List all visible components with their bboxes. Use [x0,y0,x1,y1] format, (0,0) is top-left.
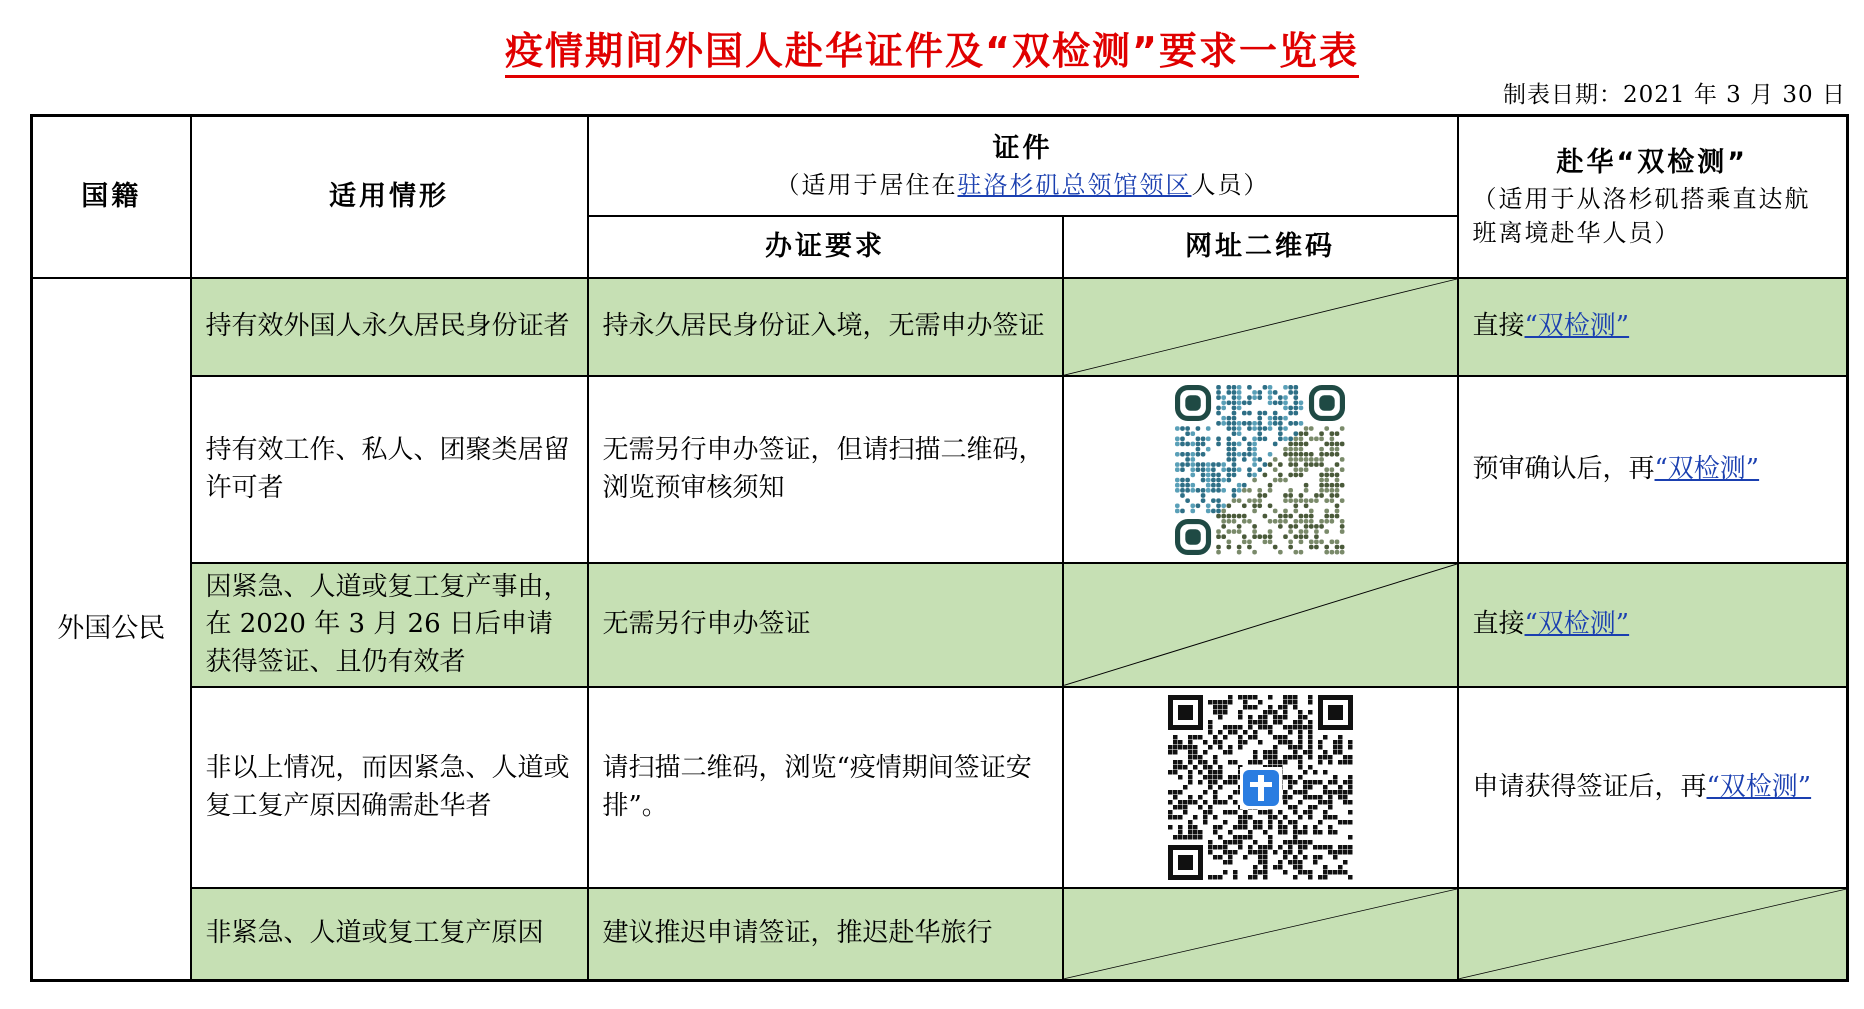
table-row [32,278,1848,376]
qr-code-icon[interactable] [1175,385,1345,555]
situation-cell: 持有效外国人永久居民身份证者 [191,278,588,376]
test-cell: 预审确认后，再“双检测” [1458,376,1848,563]
header-requirements: 办证要求 [588,216,1063,278]
table-row [32,687,1848,888]
diagonal-line [1064,564,1457,685]
situation-cell: 因紧急、人道或复工复产事由，在 2020 年 3 月 26 日后申请获得签证、且仍有效者 [191,563,588,686]
requirement-cell: 请扫描二维码，浏览“疫情期间签证安排”。 [588,687,1063,888]
table-row [32,888,1848,980]
requirements-table [30,114,1849,982]
table-row [32,563,1848,686]
diagonal-line [1064,279,1457,375]
requirement-cell: 无需另行申办签证 [588,563,1063,686]
diagonal-line [1459,889,1847,979]
header-documents [588,116,1458,216]
double-test-link[interactable]: “双检测” [1524,311,1630,342]
nationality-cell: 外国公民 [32,278,191,981]
header-test [1458,116,1848,278]
qr-cell-empty [1063,563,1458,686]
qr-cell [1063,687,1458,888]
page-title: 疫情期间外国人赴华证件及“双检测”要求一览表 [0,20,1864,75]
requirement-cell: 持永久居民身份证入境，无需申办签证 [588,278,1063,376]
double-test-link[interactable]: “双检测” [1524,609,1630,640]
header-test-note: （适用于从洛杉矶搭乘直达航班离境赴华人员） [1472,184,1811,248]
header-test-title: 赴华“双检测” [1556,146,1748,178]
situation-cell: 持有效工作、私人、团聚类居留许可者 [191,376,588,563]
header-nationality: 国籍 [32,116,191,278]
qr-cell-empty [1063,888,1458,980]
header-situation: 适用情形 [191,116,588,278]
requirement-cell: 无需另行申办签证，但请扫描二维码，浏览预审核须知 [588,376,1063,563]
double-test-link[interactable]: “双检测” [1706,771,1812,802]
table-row [32,376,1848,563]
test-cell-empty [1458,888,1848,980]
header-documents-note: （适用于居住在驻洛杉矶总领馆领区人员） [775,170,1270,199]
header-documents-title: 证件 [992,133,1053,165]
requirement-cell: 建议推迟申请签证，推迟赴华旅行 [588,888,1063,980]
test-cell: 申请获得签证后，再“双检测” [1458,687,1848,888]
qr-cell-empty [1063,278,1458,376]
consulate-district-link[interactable]: 驻洛杉矶总领馆领区 [957,170,1192,199]
situation-cell: 非以上情况，而因紧急、人道或复工复产原因确需赴华者 [191,687,588,888]
diagonal-line [1064,889,1457,979]
test-cell: 直接“双检测” [1458,278,1848,376]
date-label: 制表日期：2021 年 3 月 30 日 [1503,82,1846,108]
header-qr: 网址二维码 [1063,216,1458,278]
double-test-link[interactable]: “双检测” [1654,453,1760,484]
qr-cell [1063,376,1458,563]
test-cell: 直接“双检测” [1458,563,1848,686]
situation-cell: 非紧急、人道或复工复产原因 [191,888,588,980]
qr-code-icon[interactable] [1168,695,1353,880]
